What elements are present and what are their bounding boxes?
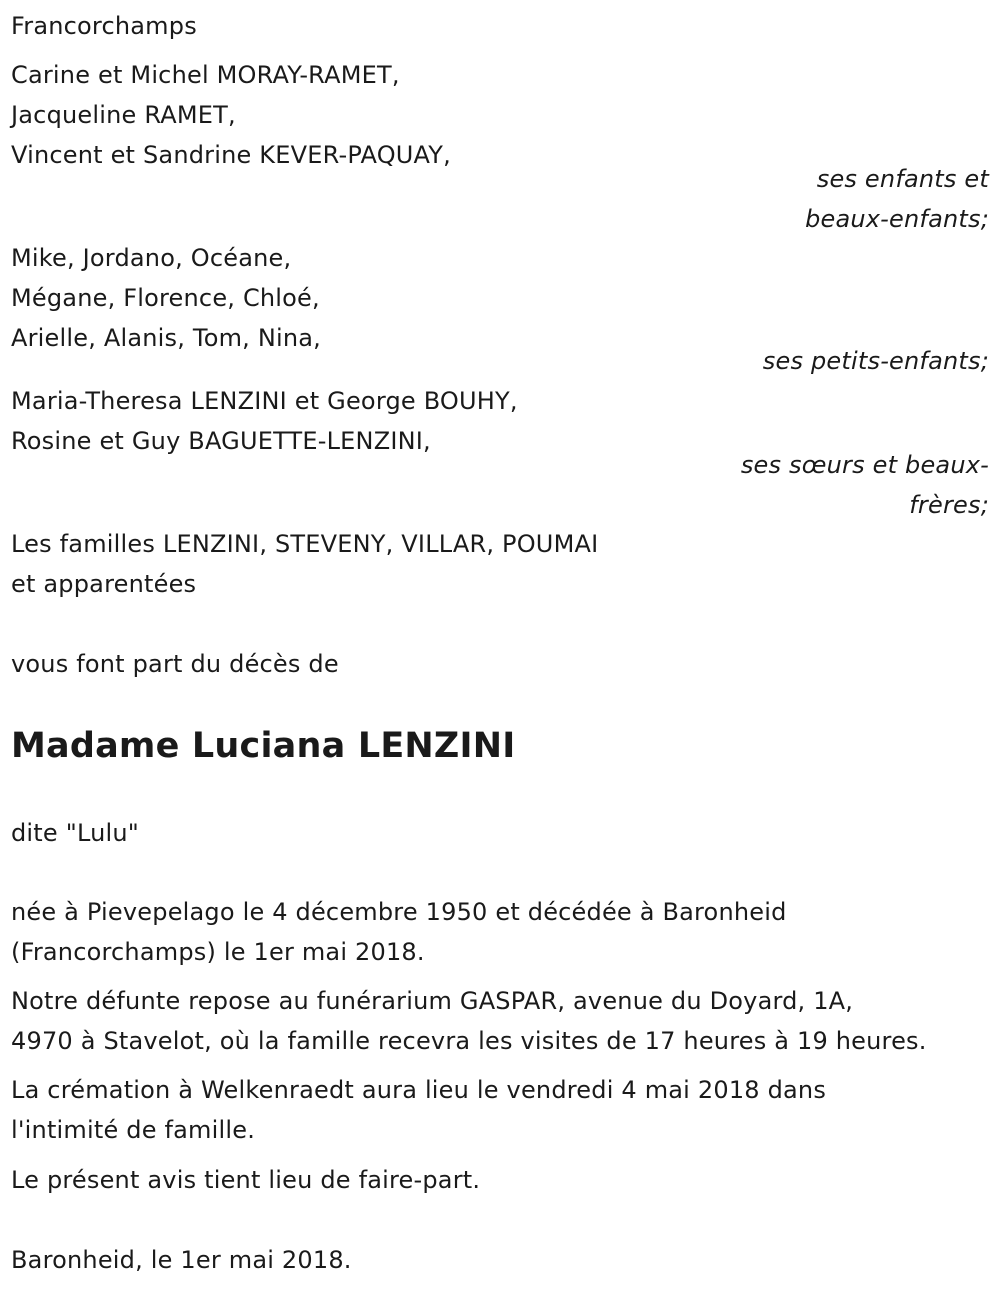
- grandchild-names: Mégane, Florence, Chloé,: [11, 284, 320, 312]
- sibling-name: Maria-Theresa LENZINI et George BOUHY,: [11, 387, 518, 415]
- child-name: Jacqueline RAMET,: [11, 101, 236, 129]
- deceased-nickname: dite "Lulu": [11, 819, 140, 847]
- grandchild-names: Mike, Jordano, Océane,: [11, 244, 292, 272]
- funerarium-line: Notre défunte repose au funérarium GASPAR, avenue du Doyard, 1A,: [11, 987, 854, 1015]
- families-line: et apparentées: [11, 570, 197, 598]
- deceased-name: Madame Luciana LENZINI: [11, 726, 516, 766]
- siblings-relation: frères;: [909, 491, 989, 519]
- sibling-name: Rosine et Guy BAGUETTE-LENZINI,: [11, 427, 431, 455]
- birth-death-line: (Francorchamps) le 1er mai 2018.: [11, 938, 425, 966]
- siblings-relation: ses sœurs et beaux-: [740, 451, 989, 479]
- header-place: Francorchamps: [11, 12, 197, 40]
- cremation-line: La crémation à Welkenraedt aura lieu le vendredi 4 mai 2018 dans: [11, 1076, 827, 1104]
- cremation-line: l'intimité de famille.: [11, 1116, 256, 1144]
- birth-death-line: née à Pievepelago le 4 décembre 1950 et décédée à Baronheid: [11, 898, 787, 926]
- children-relation: beaux-enfants;: [805, 205, 989, 233]
- grandchildren-relation: ses petits-enfants;: [762, 347, 989, 375]
- families-line: Les familles LENZINI, STEVENY, VILLAR, POUMAI: [11, 530, 599, 558]
- child-name: Carine et Michel MORAY-RAMET,: [11, 61, 400, 89]
- grandchild-names: Arielle, Alanis, Tom, Nina,: [11, 324, 321, 352]
- footer-place-date: Baronheid, le 1er mai 2018.: [11, 1246, 352, 1274]
- child-name: Vincent et Sandrine KEVER-PAQUAY,: [11, 141, 451, 169]
- announcement: vous font part du décès de: [11, 650, 339, 678]
- children-relation: ses enfants et: [816, 165, 989, 193]
- funerarium-line: 4970 à Stavelot, où la famille recevra les visites de 17 heures à 19 heures.: [11, 1027, 927, 1055]
- notice-line: Le présent avis tient lieu de faire-part.: [11, 1166, 481, 1194]
